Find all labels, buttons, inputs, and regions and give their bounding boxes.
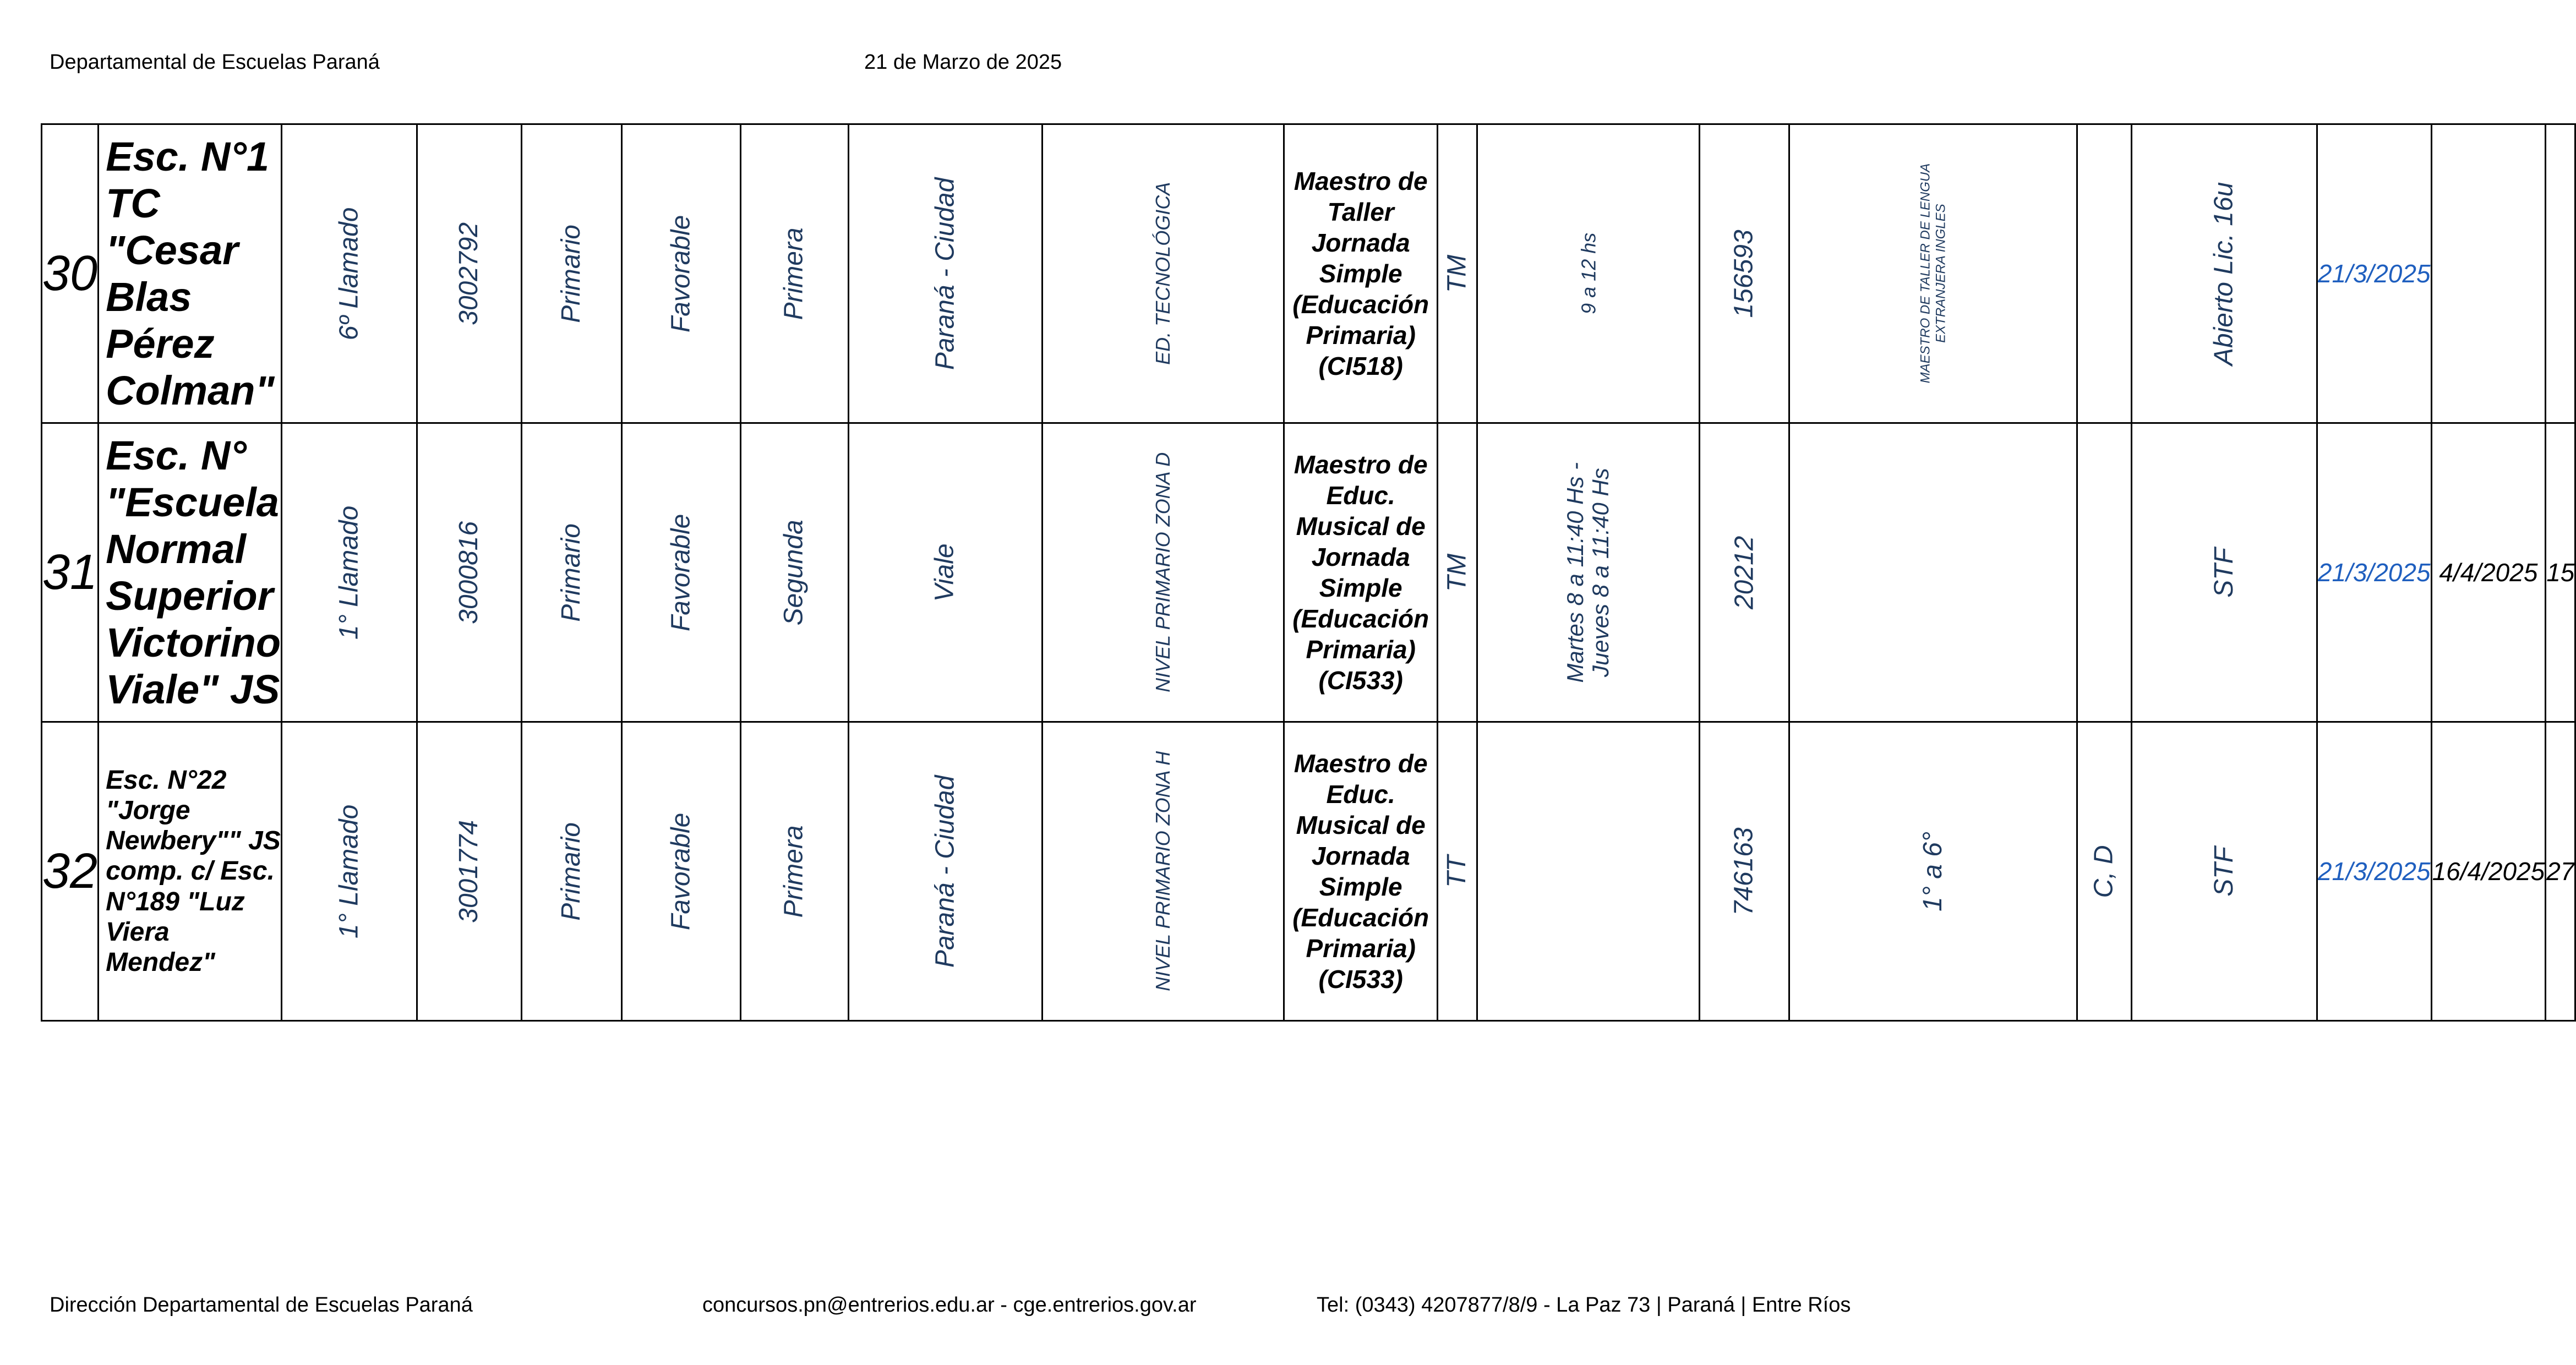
- horario-line-1: Martes 8 a 11:40 Hs -: [1562, 462, 1589, 683]
- days-count: 15: [2546, 423, 2575, 722]
- horario-line-2: Jueves 8 a 11:40 Hs: [1587, 468, 1614, 677]
- turno-cell: TT: [1438, 722, 1477, 1021]
- legajo-cell: 156593: [1700, 124, 1789, 423]
- categoria-cell: Segunda: [741, 423, 848, 722]
- cargo-cell: Maestro de Taller Jornada Simple (Educación Primaria) (CI518): [1284, 124, 1438, 423]
- division-cell: C, D: [2077, 722, 2132, 1021]
- localidad-cell: Paraná - Ciudad: [848, 722, 1043, 1021]
- categoria-cell: Primera: [741, 722, 848, 1021]
- localidad-cell: Paraná - Ciudad: [848, 124, 1043, 423]
- header-date: 21 de Marzo de 2025: [864, 51, 1062, 74]
- turno-cell: TM: [1438, 423, 1477, 722]
- turno-cell: TM: [1438, 124, 1477, 423]
- horario-cell: [1477, 722, 1700, 1021]
- table-row: [42, 124, 2575, 423]
- llamado-cell: 1° Llamado: [282, 423, 417, 722]
- publication-date: 21/3/2025: [2317, 124, 2431, 423]
- division-cell: [2077, 124, 2132, 423]
- llamado-cell: 1° Llamado: [282, 722, 417, 1021]
- categoria-cell: Primera: [741, 124, 848, 423]
- cargo-cell: Maestro de Educ. Musical de Jornada Simple (Educación Primaria) (CI533): [1284, 423, 1438, 722]
- row-number: 31: [42, 423, 99, 722]
- nivel-cell: Primario: [522, 722, 622, 1021]
- situacion-cell: Abierto Lic. 16u: [2132, 124, 2317, 423]
- legajo-cell: 20212: [1700, 423, 1789, 722]
- zona-cell: Favorable: [621, 722, 740, 1021]
- legajo-cell: 746163: [1700, 722, 1789, 1021]
- school-name: Esc. N°22 "Jorge Newbery"" JS comp. c/ Esc. N°189 "Luz Viera Mendez": [99, 722, 282, 1021]
- footer-address: Tel: (0343) 4207877/8/9 - La Paz 73 | Paraná | Entre Ríos: [1317, 1293, 1851, 1317]
- llamado-cell: 6º Llamado: [282, 124, 417, 423]
- zona-cell: Favorable: [621, 124, 740, 423]
- rama-cell: NIVEL PRIMARIO ZONA H: [1043, 722, 1284, 1021]
- table-row: [42, 722, 2575, 1021]
- code-cell: 3001774: [417, 722, 522, 1021]
- footer-contact-email: concursos.pn@entrerios.edu.ar - cge.entrerios.gov.ar: [702, 1293, 1197, 1317]
- curso-cell: MAESTRO DE TALLER DE LENGUA EXTRANJERA INGLES: [1789, 124, 2077, 423]
- closing-date: 4/4/2025: [2431, 423, 2546, 722]
- situacion-cell: STF: [2132, 423, 2317, 722]
- school-name: Esc. N°1 TC "Cesar Blas Pérez Colman": [99, 124, 282, 423]
- footer-office: Dirección Departamental de Escuelas Paraná: [50, 1293, 473, 1317]
- row-number: 32: [42, 722, 99, 1021]
- localidad-cell: Viale: [848, 423, 1043, 722]
- zona-cell: Favorable: [621, 423, 740, 722]
- table-row: [42, 423, 2575, 722]
- row-number: 30: [42, 124, 99, 423]
- closing-date: [2431, 124, 2546, 423]
- cargo-cell: Maestro de Educ. Musical de Jornada Simple (Educación Primaria) (CI533): [1284, 722, 1438, 1021]
- curso-cell: [1789, 423, 2077, 722]
- closing-date: 16/4/2025: [2431, 722, 2546, 1021]
- code-cell: 3000816: [417, 423, 522, 722]
- publication-date: 21/3/2025: [2317, 722, 2431, 1021]
- horario-cell: [1477, 423, 1700, 722]
- curso-cell: 1° a 6°: [1789, 722, 2077, 1021]
- situacion-cell: STF: [2132, 722, 2317, 1021]
- days-count: 27: [2546, 722, 2575, 1021]
- header-office: Departamental de Escuelas Paraná: [50, 51, 380, 74]
- nivel-cell: Primario: [522, 124, 622, 423]
- code-cell: 3002792: [417, 124, 522, 423]
- rama-cell: ED. TECNOLÓGICA: [1043, 124, 1284, 423]
- horario-cell: 9 a 12 hs: [1477, 124, 1700, 423]
- publication-date: 21/3/2025: [2317, 423, 2431, 722]
- division-cell: [2077, 423, 2132, 722]
- vacancies-table: [41, 123, 2576, 1022]
- nivel-cell: Primario: [522, 423, 622, 722]
- rama-cell: NIVEL PRIMARIO ZONA D: [1043, 423, 1284, 722]
- days-count: [2546, 124, 2575, 423]
- school-name: Esc. N° "Escuela Normal Superior Victorino Viale" JS: [99, 423, 282, 722]
